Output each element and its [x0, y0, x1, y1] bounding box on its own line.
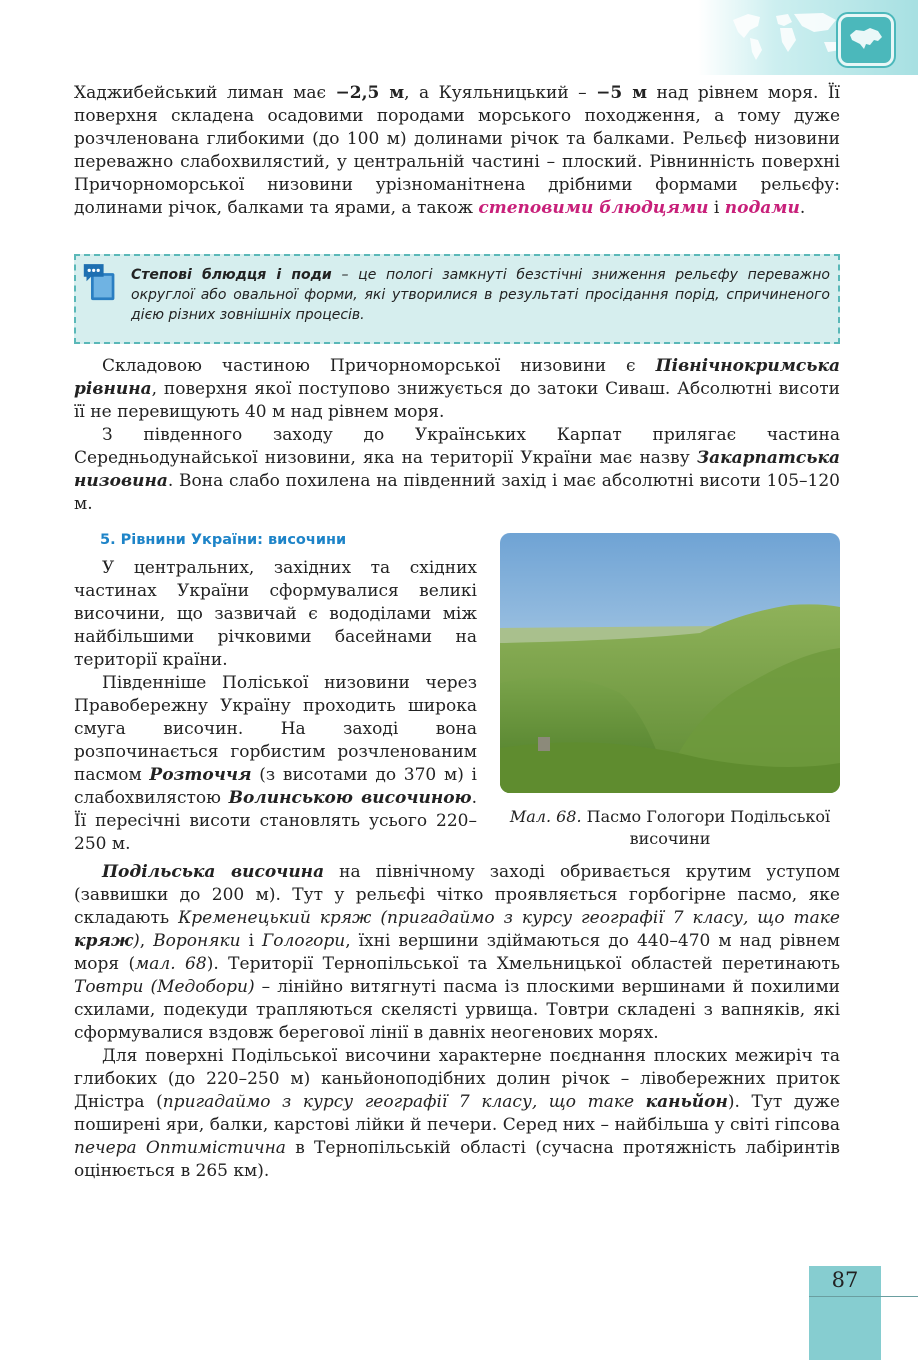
paragraph-pivnichnokrymska: Складовою частиною Причорноморської низовини є Північнокримська рівнина, поверхня якої поступово знижується до затоки Сиваш. Абсолютні висоти її не перевищують 40 м над рівнем моря. З південного заходу до Українських Карпат прилягає частина Середньодунайської низовини, яка на території України має назву Закарпатська низовина. Вона слабо похилена на південний захід і має абсолютні висоти 105–120 м.: [74, 356, 840, 514]
definition-chat-book-icon: [82, 262, 118, 304]
section-heading: 5. Рівнини України: височини: [100, 532, 347, 548]
term-pody: подами: [724, 198, 800, 218]
header-decoration: [698, 0, 918, 75]
term-steppe-saucers: степовими блюдцями: [478, 198, 709, 218]
ukraine-map-icon: [848, 26, 884, 52]
page-rule: [809, 1296, 918, 1297]
paragraph-podilska: Подільська височина на північному заході обривається крутим уступом (заввишки до 200 м). Тут у рельєфі чітко проявляється горбогірне пасмо, яке складають Кременецький кряж (пригадаймо з курсу географії 7 класу, що таке кряж), Вороняки і Гологори, їхні вершини здіймаються до 440–470 м над рівнем моря (мал. 68). Території Тернопільської та Хмельницької областей перетинають Товтри (Медобори) – лінійно витягнуті пасма із плоскими вершинами й похилими схилами, подекуди трапляються скелясті урвища. Товтри складені з вапняків, які сформувалися вздовж берегової лінії в давніх неогенових морях. Для поверхні Подільської височини характерне поєднання плоских межиріч та глибоких (до 220–250 м) каньйоноподібних долин річок – лівобережних приток Дністра (пригадаймо з курсу географії 7 класу, що таке каньйон). Тут дуже поширені яри, балки, карстові лійки й печери. Серед них – найбільша у світі гіпсова печера Оптимістична в Тернопільській області (сучасна протяжність лабіринтів оцінюється в 265 км).: [74, 862, 841, 1181]
column-text-vysochyny: У центральних, західних та східних частинах України сформувалися великі височини, що зазвичай є вододілами між найбільшими річковими басейнами на території країни. Південніше Поліської низовини через Правобережну Україну проходить широка смуга височин. На заході вона розпочинається горбистим розчленованим пасмом Розточчя (з висотами до 370 м) і слабохвилястою Волинською височиною. Її пересічні висоти становлять усього 220–250 м.: [74, 558, 477, 854]
world-map-icon: [728, 8, 848, 63]
definition-term: Степові блюдця і поди: [131, 267, 332, 283]
photo-caption: Мал. 68. Пасмо Гологори Подільської височини: [509, 807, 831, 848]
page-number: 87: [831, 1268, 859, 1292]
paragraph-prichornomorska: Хаджибейський лиман має −2,5 м, а Куяльницький – −5 м над рівнем моря. Її поверхня складена осадовими породами морського походження, а тому дуже розчленована глибокими (до 100 м) долинами річок та балками. Рельєф низовини переважно слабохвилястий, у центральній частині – плоский. Рівнинність поверхні Причорноморської низовини урізноманітнена дрібними формами рельєфу: долинами річок, балками та ярами, а також степовими блюдцями і подами.: [74, 83, 840, 218]
photo-hologory-ridge: [500, 533, 840, 793]
ukraine-badge: [838, 14, 894, 66]
definition-box: [74, 254, 840, 344]
definition-text: Степові блюдця і поди – це пологі замкнуті безстічні зниження рельєфу переважно округлої або овальної форми, які утворилися в результаті просідання порід, спричиненого дією різних зовнішніх процесів.: [131, 267, 830, 323]
